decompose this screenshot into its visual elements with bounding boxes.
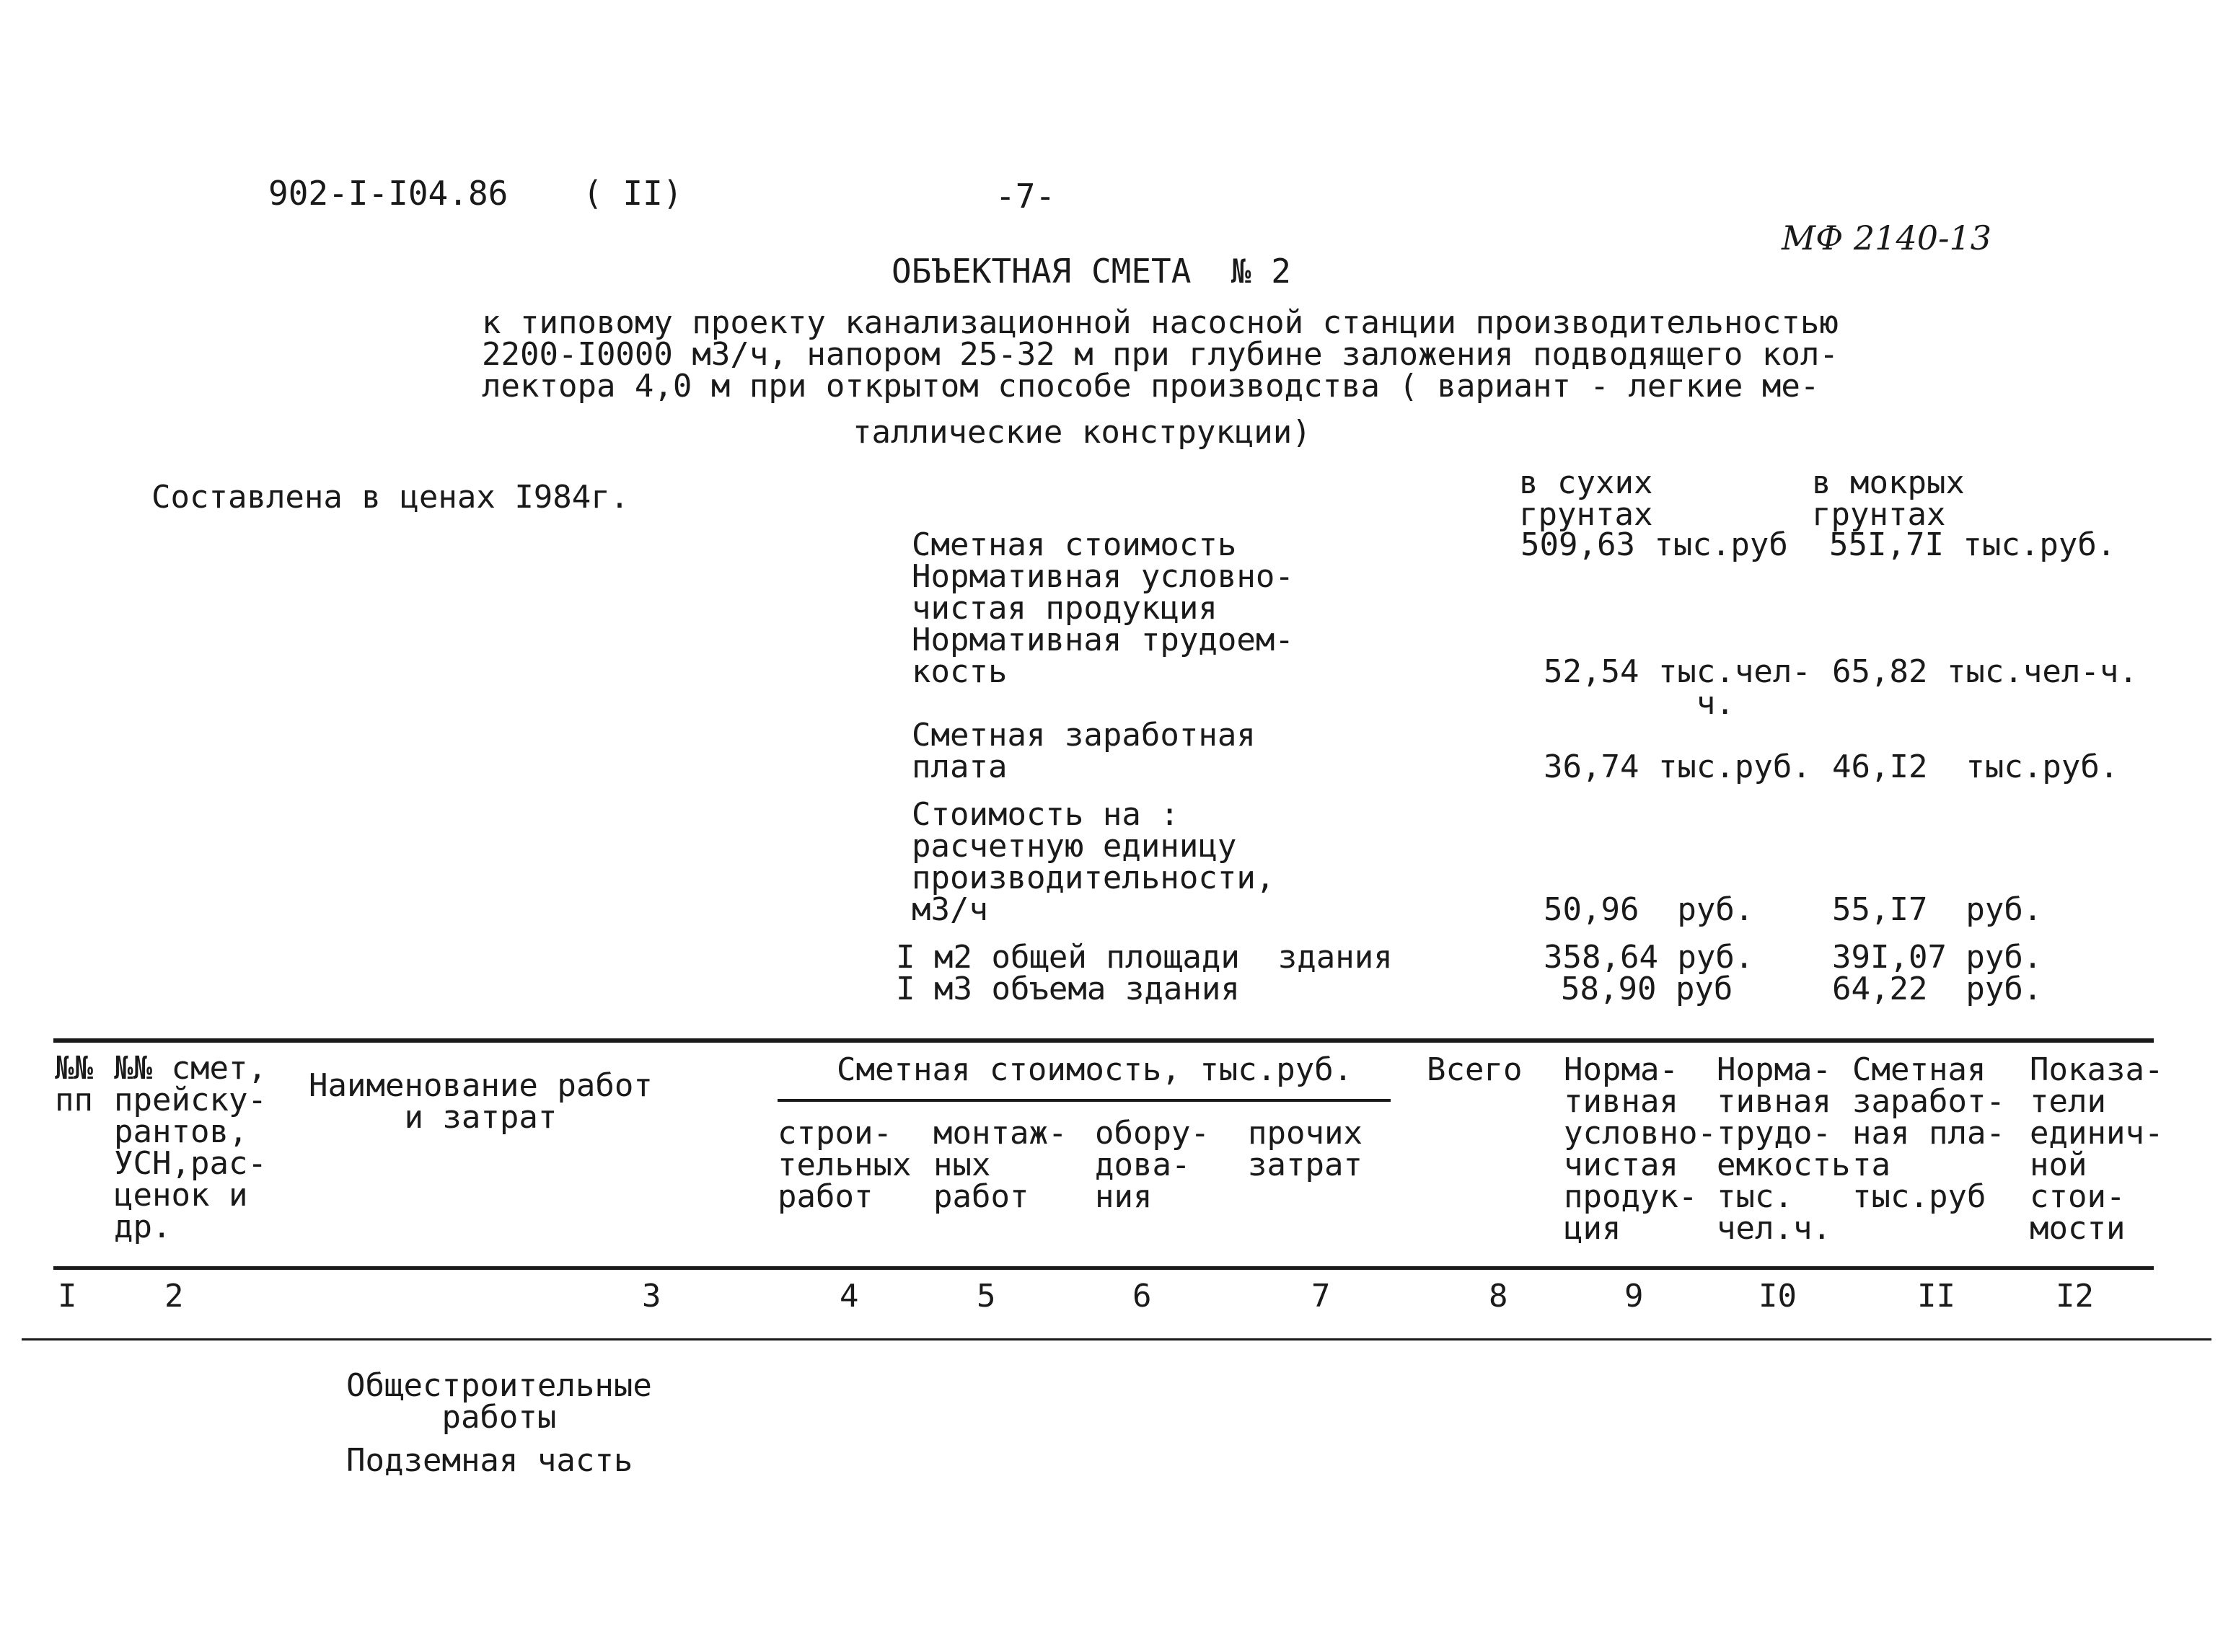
subtitle-line-3: лектора 4,0 м при открытом способе производства ( вариант - легкие ме- <box>482 368 1820 405</box>
summary-wet-area: 39I,07 руб. <box>1832 939 2043 976</box>
summary-column-dry: в сухих грунтах <box>1519 464 1653 533</box>
section-general-construction: Общестроительные работы <box>346 1367 652 1436</box>
header-col-7: прочих затрат <box>1248 1115 1363 1183</box>
summary-wet-volume: 64,22 руб. <box>1832 971 2043 1007</box>
subtitle-line-4: таллические конструкции) <box>853 414 1311 451</box>
header-col-12: Показа- тели единич- ной стои- мости <box>2030 1051 2164 1247</box>
header-col-10: Норма- тивная трудо- емкость тыс. чел.ч. <box>1717 1051 1851 1247</box>
summary-dry-area: 358,64 руб. <box>1544 939 1754 976</box>
column-number-3: 3 <box>642 1278 661 1315</box>
header-col-5: монтаж- ных работ <box>933 1115 1068 1215</box>
header-col-4: строи- тельных работ <box>778 1115 912 1215</box>
summary-wet-wages: 46,I2 тыс.руб. <box>1832 748 2119 785</box>
section-underground-part: Подземная часть <box>346 1442 633 1479</box>
column-number-7: 7 <box>1311 1278 1331 1315</box>
summary-dry-volume: 58,90 руб <box>1561 971 1733 1007</box>
summary-dry-labor: 52,54 тыс.чел- ч. <box>1544 653 1811 722</box>
column-number-6: 6 <box>1132 1278 1152 1315</box>
column-number-8: 8 <box>1489 1278 1508 1315</box>
summary-label-unit-cost: Стоимость на : расчетную единицу производительности, м3/ч <box>912 796 1275 928</box>
summary-label-volume: I м3 объема здания <box>896 971 1240 1007</box>
header-col-3: Наименование работ и затрат <box>309 1067 653 1136</box>
document-heading: ОБЪЕКТНАЯ СМЕТА № 2 <box>892 252 1291 291</box>
summary-label-area: I м2 общей площади здания <box>896 939 1393 976</box>
summary-wet-unit-cost: 55,I7 руб. <box>1832 891 2043 928</box>
table-group-rule <box>778 1099 1391 1102</box>
summary-label-cost: Сметная стоимость <box>912 526 1237 563</box>
header-col-8: Всего <box>1427 1051 1523 1088</box>
table-header-bottom-rule <box>53 1266 2154 1270</box>
subtitle-line-1: к типовому проекту канализационной насосной станции производительностью <box>482 304 1839 341</box>
header-col-6: обору- дова- ния <box>1095 1115 1210 1215</box>
summary-label-net-production: Нормативная условно- чистая продукция <box>912 558 1294 627</box>
table-numbers-bottom-rule <box>22 1338 2211 1340</box>
summary-wet-labor: 65,82 тыс.чел-ч. <box>1832 653 2138 690</box>
column-number-12: I2 <box>2056 1278 2094 1315</box>
doc-part: ( II) <box>583 174 683 213</box>
column-number-2: 2 <box>164 1278 184 1315</box>
summary-dry-wages: 36,74 тыс.руб. <box>1544 748 1811 785</box>
summary-wet-cost: 55I,7I тыс.руб. <box>1829 526 2116 563</box>
doc-code: 902-I-I04.86 <box>268 174 509 213</box>
summary-dry-unit-cost: 50,96 руб. <box>1544 891 1754 928</box>
column-number-4: 4 <box>840 1278 859 1315</box>
header-group-cost: Сметная стоимость, тыс.руб. <box>837 1051 1353 1088</box>
column-number-1: I <box>58 1278 77 1315</box>
summary-label-wages: Сметная заработная плата <box>912 717 1256 785</box>
column-number-9: 9 <box>1624 1278 1644 1315</box>
header-col-11: Сметная заработ- ная пла- та тыс.руб <box>1852 1051 2005 1215</box>
header-col-9: Норма- тивная условно- чистая продук- ция <box>1564 1051 1717 1247</box>
subtitle-line-2: 2200-I0000 м3/ч, напором 25-32 м при глубине заложения подводящего кол- <box>482 336 1839 373</box>
table-top-rule <box>53 1038 2154 1043</box>
summary-dry-cost: 509,63 тыс.руб <box>1520 526 1788 563</box>
prices-note: Составлена в ценах I984г. <box>151 479 630 516</box>
column-number-10: I0 <box>1758 1278 1797 1315</box>
handwritten-reference: МФ 2140-13 <box>1782 218 1992 257</box>
header-col-2: №№ смет, прейску- рантов, УСН,рас- ценок и др. <box>114 1050 267 1245</box>
column-number-5: 5 <box>977 1278 996 1315</box>
summary-column-wet: в мокрых грунтах <box>1812 464 1965 533</box>
page-number: -7- <box>995 177 1056 216</box>
column-number-11: II <box>1917 1278 1955 1315</box>
summary-label-labor: Нормативная трудоем- кость <box>912 622 1294 690</box>
header-col-1: №№ пп <box>55 1050 93 1118</box>
